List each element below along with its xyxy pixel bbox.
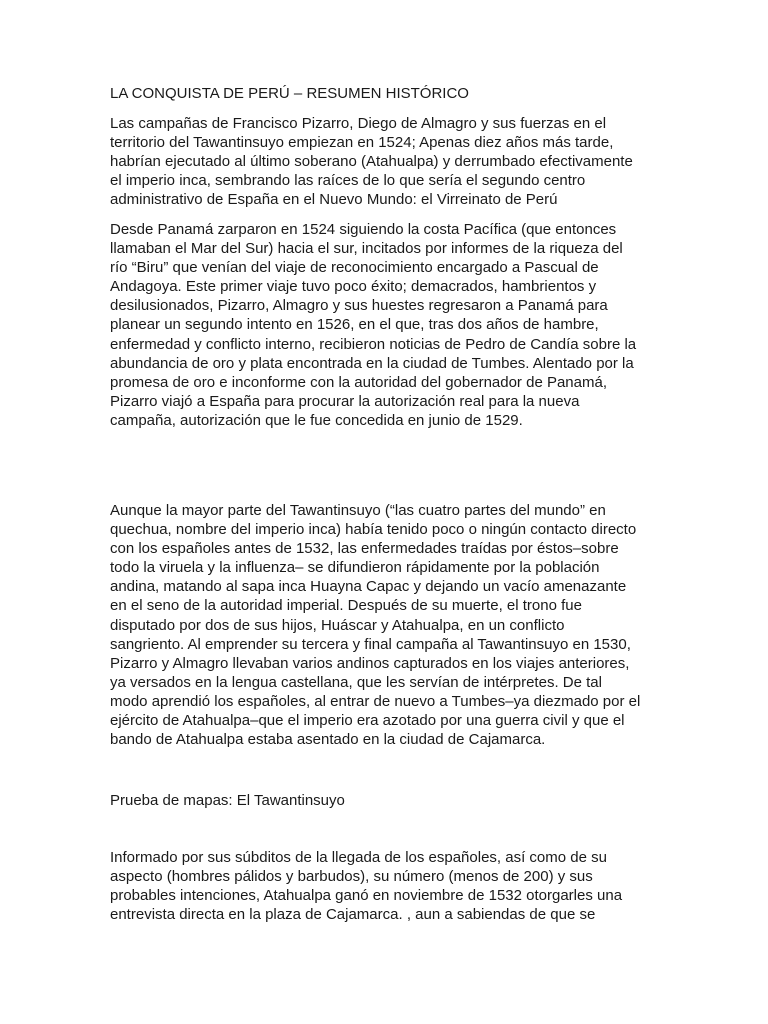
paragraph-line: promesa de oro e inconforme con la autoridad del gobernador de Panamá, xyxy=(110,373,607,391)
paragraph-line: sangriento. Al emprender su tercera y final campaña al Tawantinsuyo en 1530, xyxy=(110,635,631,653)
paragraph-line: ya versados en la lengua castellana, que les servían de intérpretes. De tal xyxy=(110,673,602,691)
paragraph-line: habrían ejecutado al último soberano (Atahualpa) y derrumbado efectivamente xyxy=(110,153,633,171)
paragraph-line: Andagoya. Este primer viaje tuvo poco éxito; demacrados, hambrientos y xyxy=(110,278,597,296)
paragraph-1 xyxy=(110,114,650,209)
paragraph-line: Las campañas de Francisco Pizarro, Diego de Almagro y sus fuerzas en el xyxy=(110,115,607,132)
paragraph-line: planear un segundo intento en 1526, en el que, tras dos años de hambre, xyxy=(110,316,599,334)
paragraph-line: llamaban el Mar del Sur) hacia el sur, incitados por informes de la riqueza del xyxy=(110,240,623,258)
paragraph-line: enfermedad y conflicto interno, recibieron noticias de Pedro de Candía sobre la xyxy=(110,335,637,353)
paragraph-line: territorio del Tawantinsuyo empiezan en 1524; Apenas diez años más tarde, xyxy=(110,134,614,152)
paragraph-line: andina, matando al sapa inca Huayna Capac y dejando un vacío amenazante xyxy=(110,578,627,596)
paragraph-3 xyxy=(110,501,650,749)
paragraph-line: el imperio inca, sembrando las raíces de lo que sería el segundo centro xyxy=(110,172,586,190)
paragraph-line: entrevista directa en la plaza de Cajamarca. , aun a sabiendas de que se xyxy=(110,906,596,924)
paragraph-line: disputado por dos de sus hijos, Huáscar y Atahualpa, en un conflicto xyxy=(110,616,565,634)
paragraph-2 xyxy=(110,220,650,430)
paragraph-line: en el seno de la autoridad imperial. Después de su muerte, el trono fue xyxy=(110,597,582,615)
paragraph-line: Pizarro y Almagro llevaban varios andinos capturados en los viajes anteriores, xyxy=(110,654,630,672)
paragraph-line: todo la viruela y la influenza– se difundieron rápidamente por la población xyxy=(110,559,600,577)
paragraph-4 xyxy=(110,848,650,924)
paragraph-line: Pizarro viajó a España para procurar la autorización real para la nueva xyxy=(110,392,580,410)
document-title: LA CONQUISTA DE PERÚ – RESUMEN HISTÓRICO xyxy=(110,85,469,102)
paragraph-line: desilusionados, Pizarro, Almagro y sus huestes regresaron a Panamá para xyxy=(110,297,608,315)
paragraph-line: ejército de Atahualpa–que el imperio era azotado por una guerra civil y que el xyxy=(110,712,625,730)
paragraph-line: aspecto (hombres pálidos y barbudos), su número (menos de 200) y sus xyxy=(110,868,593,886)
paragraph-line: con los españoles antes de 1532, las enfermedades traídas por éstos–sobre xyxy=(110,540,619,558)
paragraph-line: río “Biru” que venían del viaje de reconocimiento encargado a Pascual de xyxy=(110,259,599,277)
paragraph-line: Informado por sus súbditos de la llegada de los españoles, así como de su xyxy=(110,849,607,866)
paragraph-line: probables intenciones, Atahualpa ganó en noviembre de 1532 otorgarles una xyxy=(110,887,623,905)
paragraph-line: quechua, nombre del imperio inca) había tenido poco o ningún contacto directo xyxy=(110,521,637,539)
paragraph-line: abundancia de oro y plata encontrada en la ciudad de Tumbes. Alentado por la xyxy=(110,354,634,372)
paragraph-line: Desde Panamá zarparon en 1524 siguiendo la costa Pacífica (que entonces xyxy=(110,221,617,238)
paragraph-line: bando de Atahualpa estaba asentado en la ciudad de Cajamarca. xyxy=(110,731,546,749)
paragraph-line: administrativo de España en el Nuevo Mundo: el Virreinato de Perú xyxy=(110,191,558,209)
paragraph-line: modo aprendió los españoles, al entrar de nuevo a Tumbes–ya diezmado por el xyxy=(110,692,641,710)
maps-caption: Prueba de mapas: El Tawantinsuyo xyxy=(110,792,345,809)
paragraph-line: Aunque la mayor parte del Tawantinsuyo (“las cuatro partes del mundo” en xyxy=(110,502,606,519)
paragraph-line: campaña, autorización que le fue concedida en junio de 1529. xyxy=(110,411,523,429)
